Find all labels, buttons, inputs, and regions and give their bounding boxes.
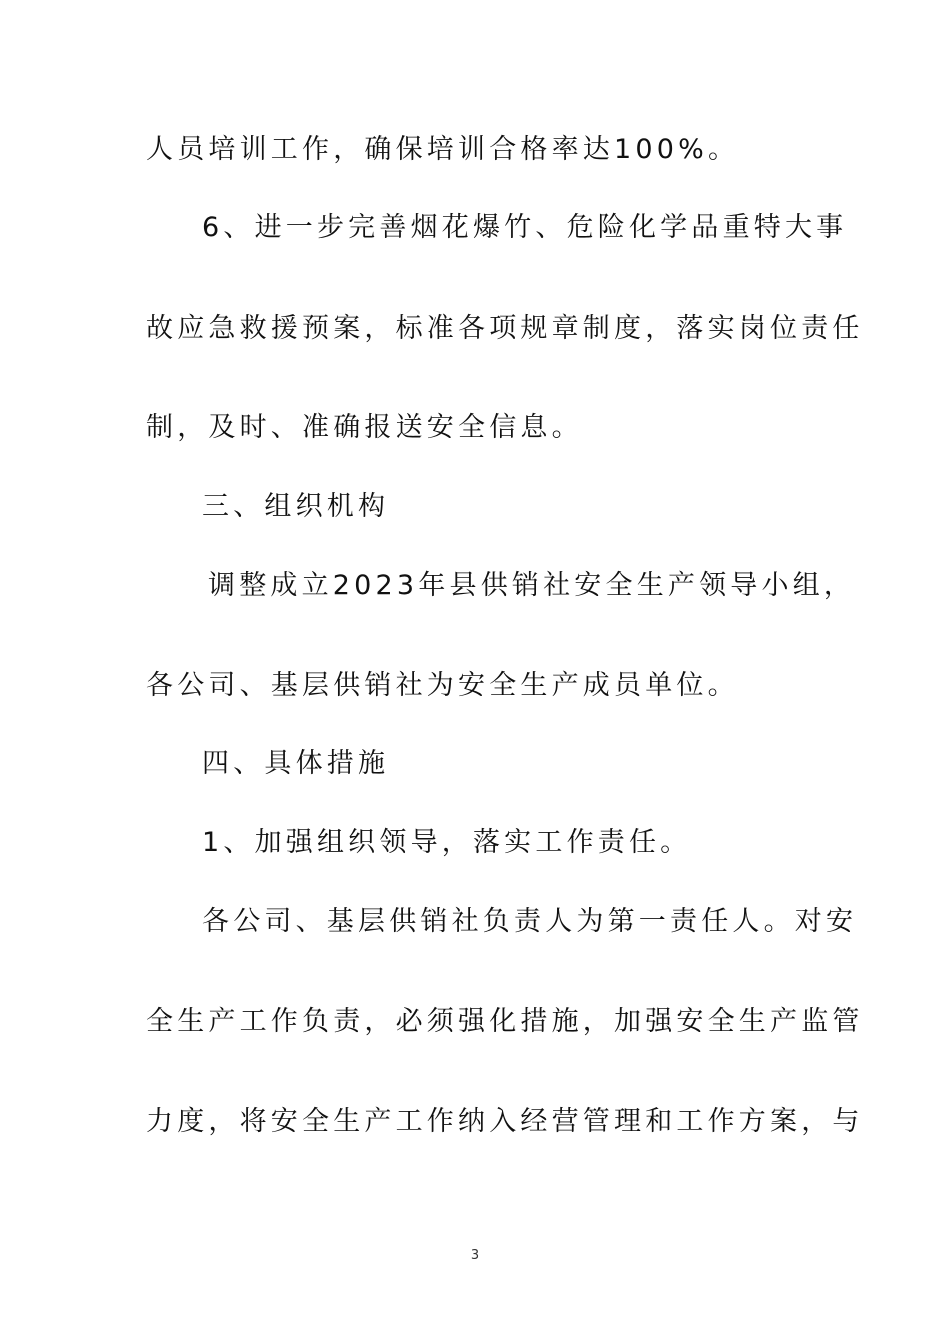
section-heading: 三、组织机构 bbox=[202, 491, 390, 522]
section-heading: 四、具体措施 bbox=[202, 748, 390, 779]
paragraph-line: 6、进一步完善烟花爆竹、危险化学品重特大事 bbox=[202, 212, 848, 243]
paragraph-line: 故应急救援预案，标准各项规章制度，落实岗位责任 bbox=[146, 313, 864, 344]
paragraph-line: 1、加强组织领导，落实工作责任。 bbox=[202, 827, 692, 858]
page-number: 3 bbox=[470, 1248, 480, 1263]
paragraph-line: 制，及时、准确报送安全信息。 bbox=[146, 412, 583, 443]
paragraph-line: 力度，将安全生产工作纳入经营管理和工作方案，与 bbox=[146, 1106, 864, 1137]
paragraph-line: 全生产工作负责，必须强化措施，加强安全生产监管 bbox=[146, 1006, 864, 1037]
paragraph-line: 各公司、基层供销社负责人为第一责任人。对安 bbox=[202, 906, 858, 937]
paragraph-line: 人员培训工作，确保培训合格率达100%。 bbox=[146, 134, 740, 165]
paragraph-line: 调整成立2023年县供销社安全生产领导小组， bbox=[208, 570, 856, 601]
paragraph-line: 各公司、基层供销社为安全生产成员单位。 bbox=[146, 670, 739, 701]
